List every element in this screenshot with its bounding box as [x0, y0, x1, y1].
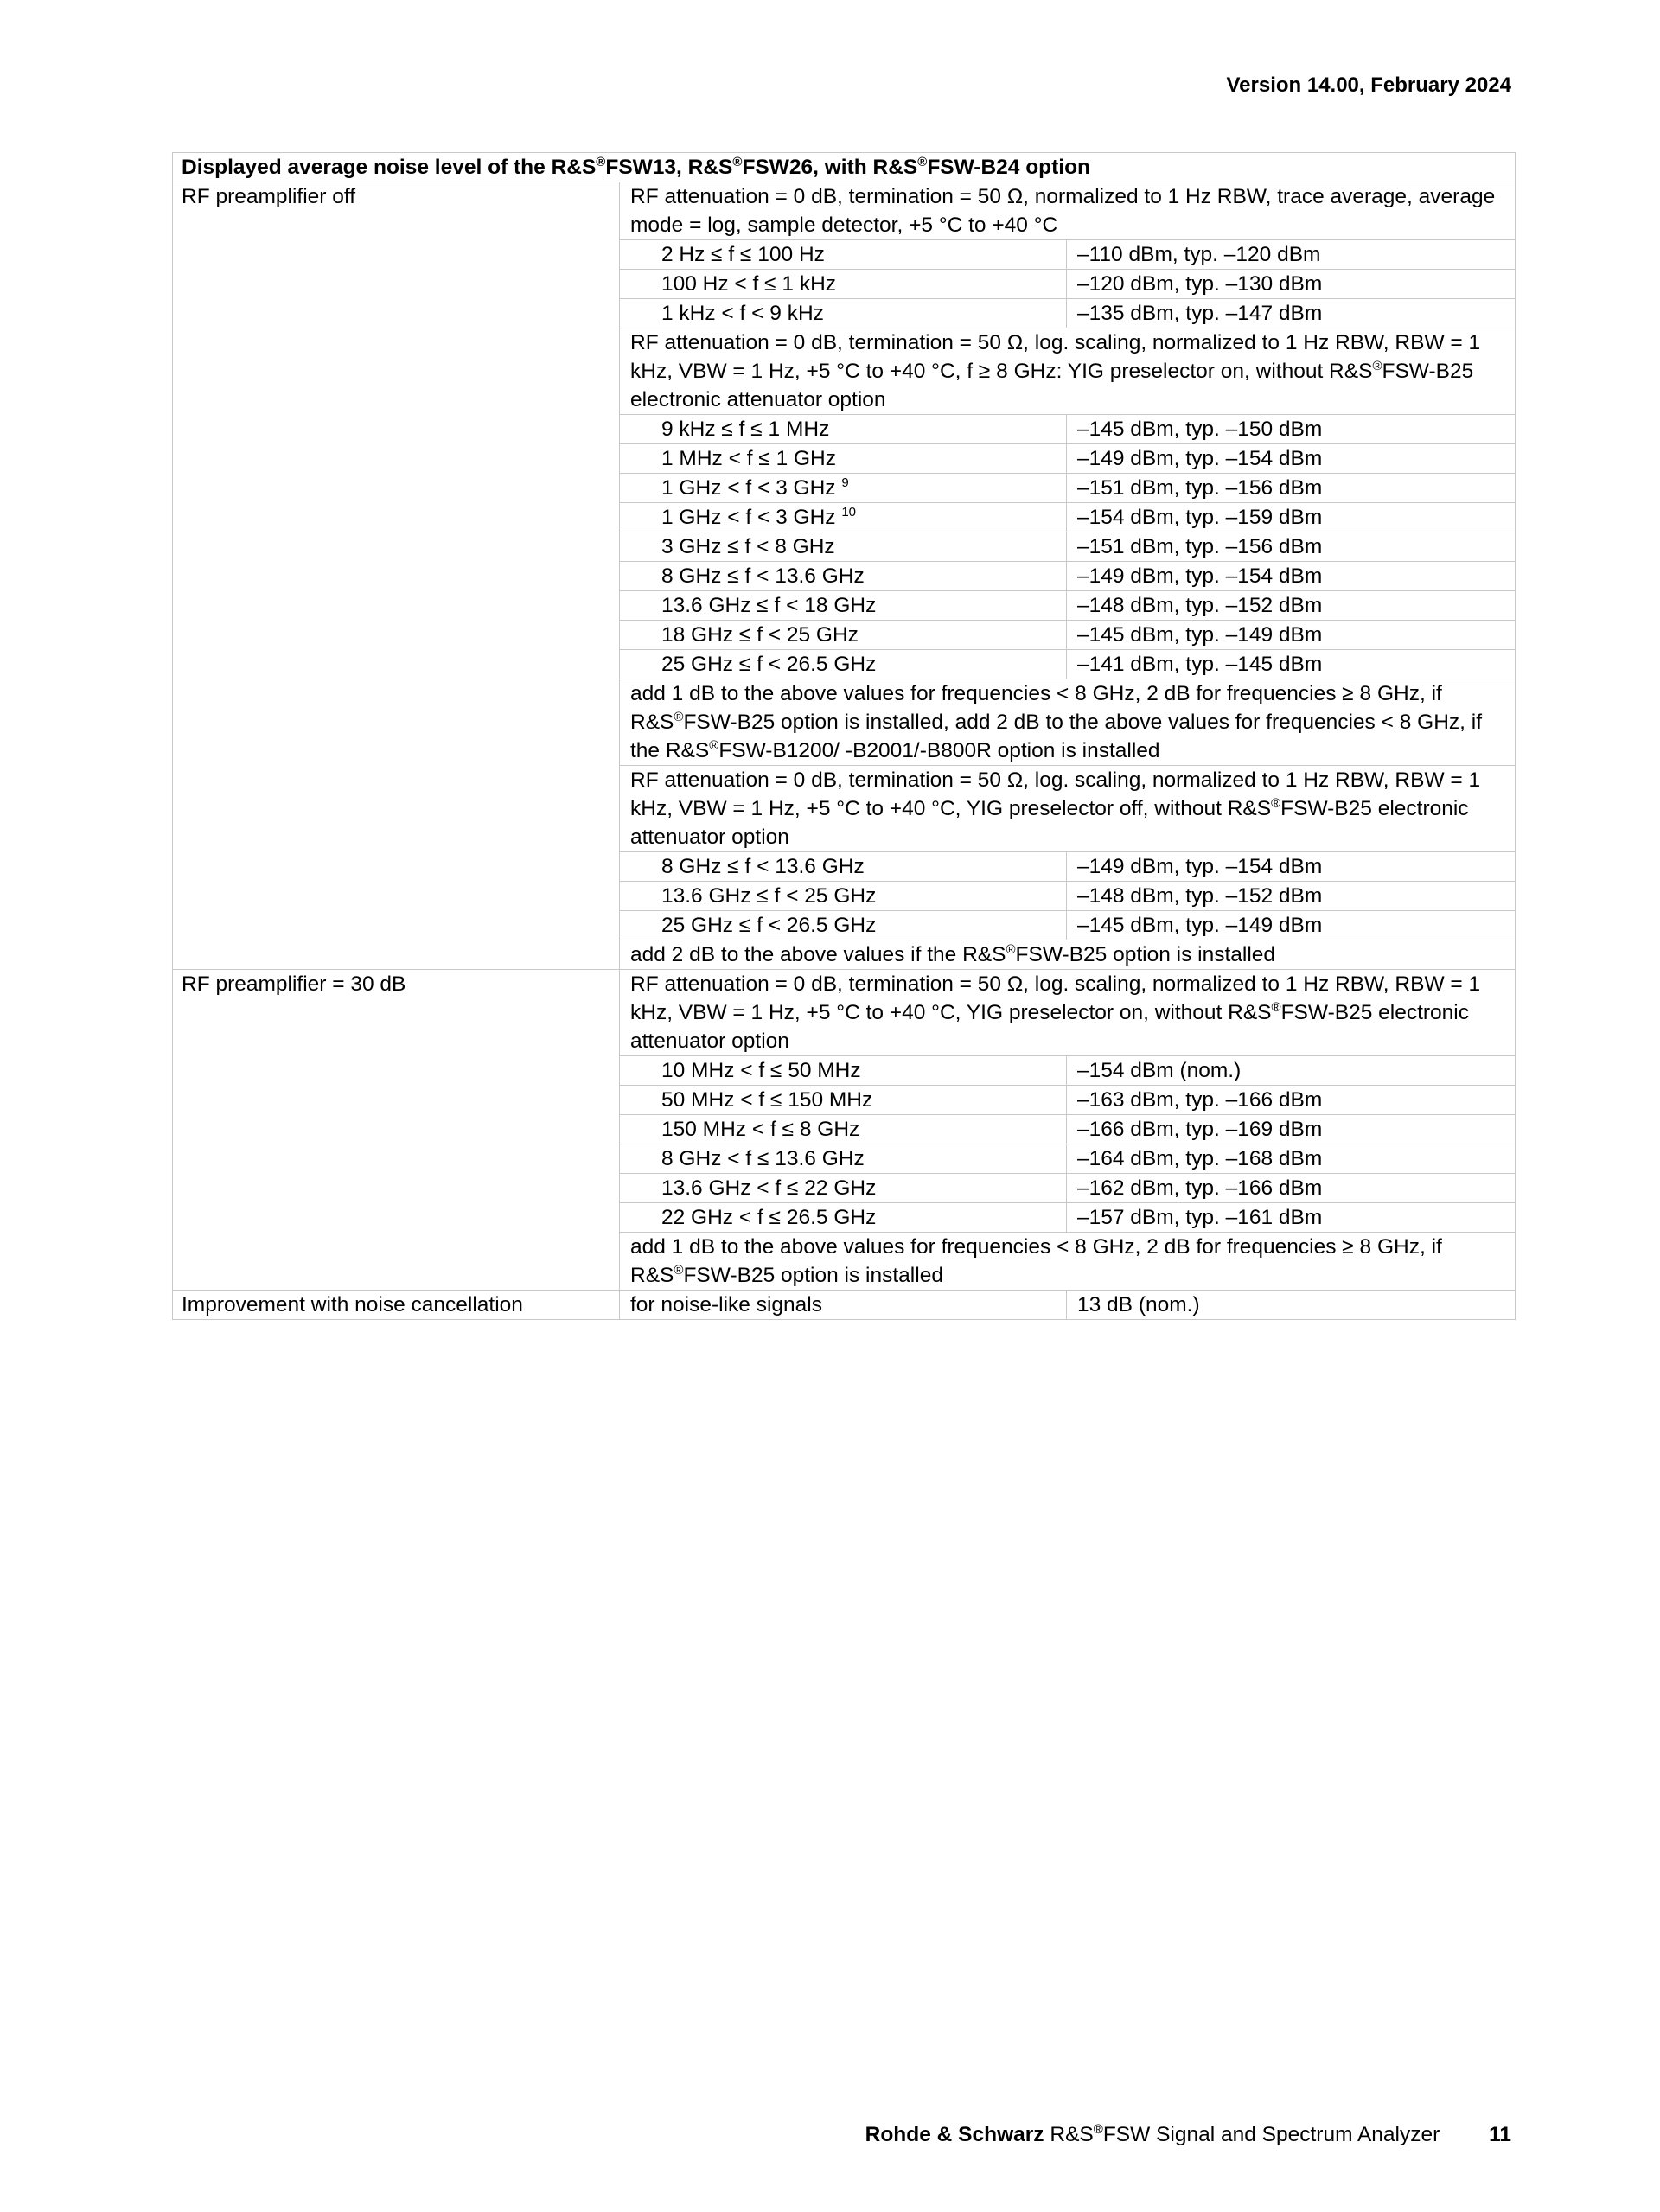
footer-brand: Rohde & Schwarz: [865, 2123, 1044, 2146]
footer-product: R&S®FSW Signal and Spectrum Analyzer: [1050, 2121, 1440, 2146]
frequency-range: 25 GHz ≤ f < 26.5 GHz: [620, 650, 1067, 679]
frequency-range: 1 GHz < f < 3 GHz $^{10}$: [620, 503, 1067, 532]
noise-value: –149 dBm, typ. –154 dBm: [1067, 852, 1516, 882]
table-title-row: [173, 153, 1516, 182]
noise-value: –151 dBm, typ. –156 dBm: [1067, 474, 1516, 503]
noise-value: –110 dBm, typ. –120 dBm: [1067, 240, 1516, 270]
frequency-range: 13.6 GHz ≤ f < 18 GHz: [620, 591, 1067, 621]
improvement-label: Improvement with noise cancellation: [173, 1291, 620, 1320]
frequency-range: 2 Hz ≤ f ≤ 100 Hz: [620, 240, 1067, 270]
section-footnote: add 1 dB to the above values for frequencies < 8 GHz, 2 dB for frequencies ≥ 8 GHz, if R&S®FSW-B25 option is installed, add 2 dB to the above values for frequencies < 8 GHz, if the R&S®FSW-B1200/ -B2001/-B800R option is installed: [620, 679, 1516, 766]
noise-value: –162 dBm, typ. –166 dBm: [1067, 1174, 1516, 1203]
frequency-range: 100 Hz < f ≤ 1 kHz: [620, 270, 1067, 299]
footnote-ref: 9: [841, 475, 849, 490]
frequency-range: 18 GHz ≤ f < 25 GHz: [620, 621, 1067, 650]
noise-value: –157 dBm, typ. –161 dBm: [1067, 1203, 1516, 1233]
frequency-range: 150 MHz < f ≤ 8 GHz: [620, 1115, 1067, 1144]
group-label: RF preamplifier off: [173, 182, 620, 970]
table-row: [173, 970, 1516, 1056]
group-label: RF preamplifier = 30 dB: [173, 970, 620, 1291]
noise-level-table: [172, 152, 1516, 1320]
noise-value: –149 dBm, typ. –154 dBm: [1067, 562, 1516, 591]
section-footnote: add 2 dB to the above values if the R&S®FSW-B25 option is installed: [620, 940, 1516, 970]
noise-value: –148 dBm, typ. –152 dBm: [1067, 591, 1516, 621]
frequency-range: 8 GHz ≤ f < 13.6 GHz: [620, 562, 1067, 591]
noise-value: –164 dBm, typ. –168 dBm: [1067, 1144, 1516, 1174]
noise-value: –151 dBm, typ. –156 dBm: [1067, 532, 1516, 562]
noise-value: –120 dBm, typ. –130 dBm: [1067, 270, 1516, 299]
page-number: 11: [1489, 2123, 1511, 2146]
noise-value: –145 dBm, typ. –150 dBm: [1067, 415, 1516, 444]
noise-value: –154 dBm (nom.): [1067, 1056, 1516, 1086]
noise-value: –141 dBm, typ. –145 dBm: [1067, 650, 1516, 679]
condition-note: RF attenuation = 0 dB, termination = 50 Ω, normalized to 1 Hz RBW, trace average, average mode = log, sample detector, +5 °C to +40 °C: [620, 182, 1516, 240]
version-header: Version 14.00, February 2024: [1226, 73, 1511, 97]
frequency-range: 1 MHz < f ≤ 1 GHz: [620, 444, 1067, 474]
noise-value: –145 dBm, typ. –149 dBm: [1067, 911, 1516, 940]
table-row: [173, 1291, 1516, 1320]
improvement-condition: for noise-like signals: [620, 1291, 1067, 1320]
frequency-range: 10 MHz < f ≤ 50 MHz: [620, 1056, 1067, 1086]
condition-note: RF attenuation = 0 dB, termination = 50 Ω, log. scaling, normalized to 1 Hz RBW, RBW = 1 kHz, VBW = 1 Hz, +5 °C to +40 °C, YIG preselector off, without R&S®FSW-B25 electronic attenuator option: [620, 766, 1516, 852]
frequency-range: 8 GHz < f ≤ 13.6 GHz: [620, 1144, 1067, 1174]
page-footer: [865, 2122, 1511, 2148]
noise-value: –135 dBm, typ. –147 dBm: [1067, 299, 1516, 328]
frequency-range: 50 MHz < f ≤ 150 MHz: [620, 1086, 1067, 1115]
condition-note: RF attenuation = 0 dB, termination = 50 Ω, log. scaling, normalized to 1 Hz RBW, RBW = 1 kHz, VBW = 1 Hz, +5 °C to +40 °C, f ≥ 8 GHz: YIG preselector on, without R&S®FSW-B25 electronic attenuator option: [620, 328, 1516, 415]
frequency-range: 8 GHz ≤ f < 13.6 GHz: [620, 852, 1067, 882]
frequency-range: 9 kHz ≤ f ≤ 1 MHz: [620, 415, 1067, 444]
section-footnote: add 1 dB to the above values for frequencies < 8 GHz, 2 dB for frequencies ≥ 8 GHz, if R&S®FSW-B25 option is installed: [620, 1233, 1516, 1291]
noise-value: –149 dBm, typ. –154 dBm: [1067, 444, 1516, 474]
improvement-value: 13 dB (nom.): [1067, 1291, 1516, 1320]
footnote-ref: 10: [841, 504, 857, 520]
table-title: Displayed average noise level of the R&S®FSW13, R&S®FSW26, with R&S®FSW-B24 option: [173, 153, 1516, 182]
frequency-range: 22 GHz < f ≤ 26.5 GHz: [620, 1203, 1067, 1233]
frequency-range: 1 kHz < f < 9 kHz: [620, 299, 1067, 328]
noise-value: –166 dBm, typ. –169 dBm: [1067, 1115, 1516, 1144]
noise-value: –148 dBm, typ. –152 dBm: [1067, 882, 1516, 911]
frequency-range: 13.6 GHz < f ≤ 22 GHz: [620, 1174, 1067, 1203]
frequency-range: 1 GHz < f < 3 GHz $^9$: [620, 474, 1067, 503]
frequency-range: 3 GHz ≤ f < 8 GHz: [620, 532, 1067, 562]
condition-note: RF attenuation = 0 dB, termination = 50 Ω, log. scaling, normalized to 1 Hz RBW, RBW = 1 kHz, VBW = 1 Hz, +5 °C to +40 °C, YIG preselector on, without R&S®FSW-B25 electronic attenuator option: [620, 970, 1516, 1056]
frequency-range: 13.6 GHz ≤ f < 25 GHz: [620, 882, 1067, 911]
table-row: [173, 182, 1516, 240]
noise-value: –163 dBm, typ. –166 dBm: [1067, 1086, 1516, 1115]
frequency-range: 25 GHz ≤ f < 26.5 GHz: [620, 911, 1067, 940]
noise-value: –154 dBm, typ. –159 dBm: [1067, 503, 1516, 532]
noise-value: –145 dBm, typ. –149 dBm: [1067, 621, 1516, 650]
